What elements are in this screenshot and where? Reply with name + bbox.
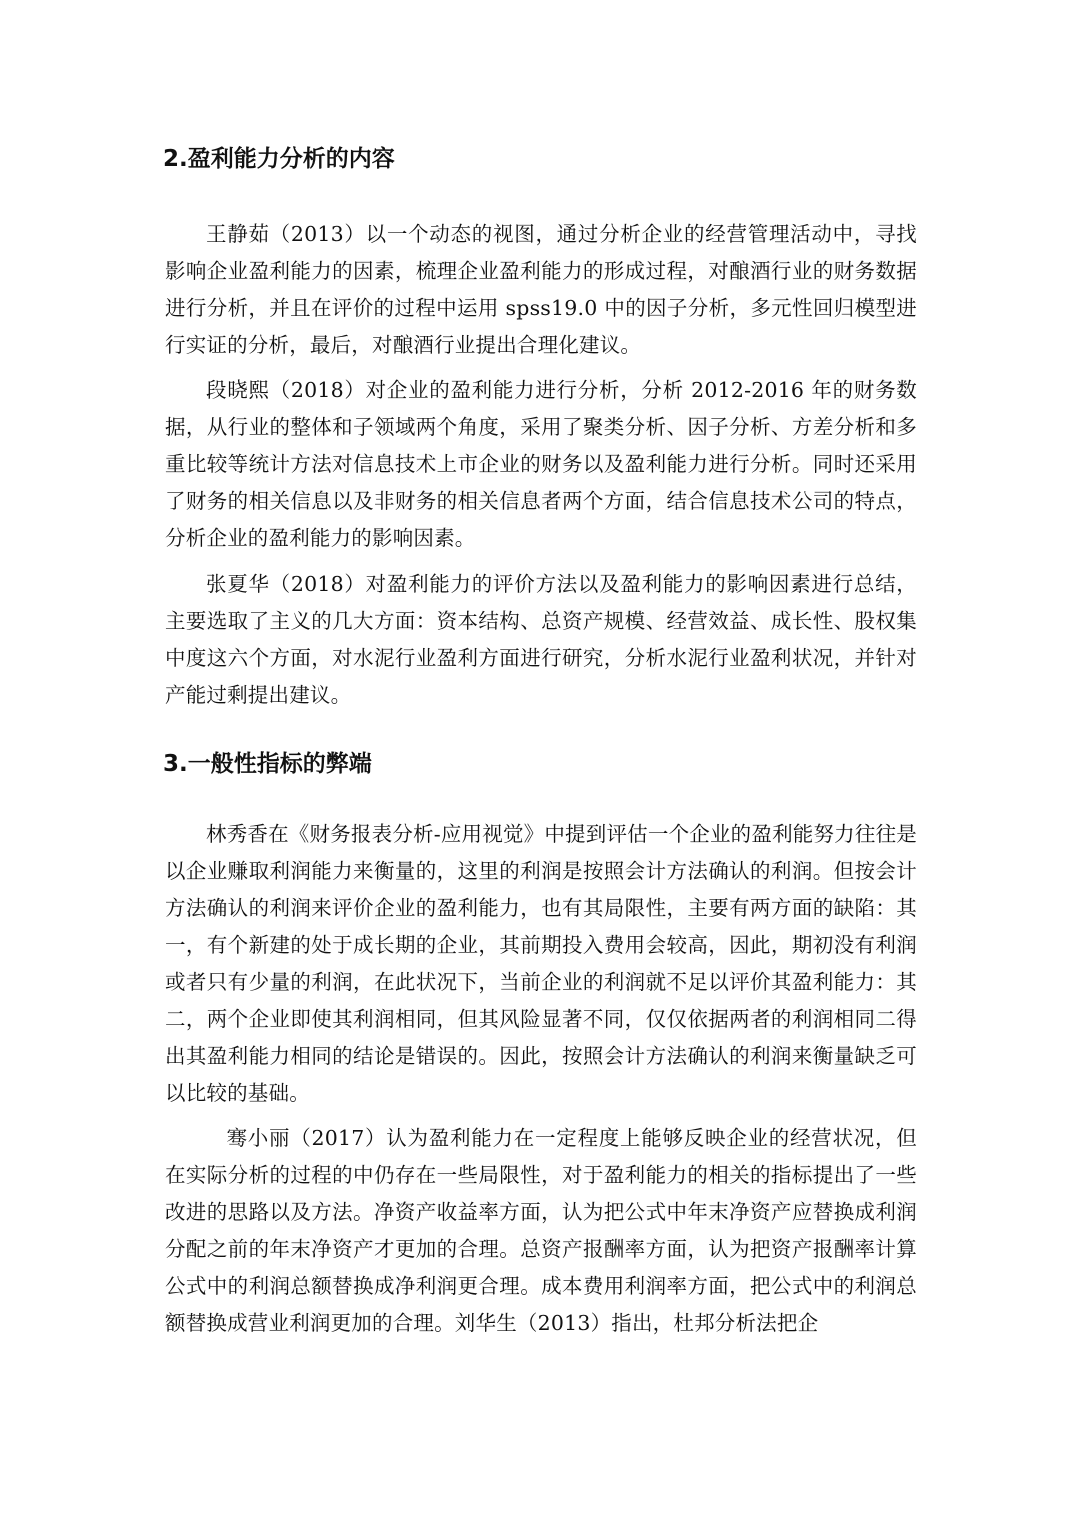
paragraph-duan-xiaoxi: 段晓熙（2018）对企业的盈利能力进行分析，分析 2012-2016 年的财务数据，从行业的整体和子领域两个角度，采用了聚类分析、因子分析、方差分析和多重比较等统计方法对信息技术上市企业的财务以及盈利能力进行分析。同时还采用了财务的相关信息以及非财务的相关信息者两个方面，结合信息技术公司的特点，分析企业的盈利能力的影响因素。 (165, 378, 917, 550)
paragraph-lin-xiuxiang: 林秀香在《财务报表分析-应用视觉》中提到评估一个企业的盈利能努力往往是以企业赚取利润能力来衡量的，这里的利润是按照会计方法确认的利润。但按会计方法确认的利润来评价企业的盈利能力，也有其局限性，主要有两方面的缺陷：其一，有个新建的处于成长期的企业，其前期投入费用会较高，因此，期初没有利润或者只有少量的利润，在此状况下，当前企业的利润就不足以评价其盈利能力：其二，两个企业即使其利润相同，但其风险显著不同，仅仅依据两者的利润相同二得出其盈利能力相同的结论是错误的。因此，按照会计方法确认的利润来衡量缺乏可以比较的基础。 (165, 822, 917, 1105)
paragraph-zhang-xiahua: 张夏华（2018）对盈利能力的评价方法以及盈利能力的影响因素进行总结，主要选取了主义的几大方面：资本结构、总资产规模、经营效益、成长性、股权集中度这六个方面，对水泥行业盈利方面进行研究，分析水泥行业盈利状况，并针对产能过剩提出建议。 (165, 572, 917, 707)
paragraph-qian-xiaoli: 骞小丽（2017）认为盈利能力在一定程度上能够反映企业的经营状况，但在实际分析的过程的中仍存在一些局限性，对于盈利能力的相关的指标提出了一些改进的思路以及方法。净资产收益率方面，认为把公式中年末净资产应替换成利润分配之前的年末净资产才更加的合理。总资产报酬率方面，认为把资产报酬率计算公式中的利润总额替换成净利润更合理。成本费用利润率方面，把公式中的利润总额替换成营业利润更加的合理。刘华生（2013）指出，杜邦分析法把企 (165, 1126, 917, 1335)
section-heading-profitability-content: 2.盈利能力分析的内容 (163, 146, 395, 172)
paragraph-wang-jingru: 王静茹（2013）以一个动态的视图，通过分析企业的经营管理活动中，寻找影响企业盈利能力的因素，梳理企业盈利能力的形成过程，对酿酒行业的财务数据进行分析，并且在评价的过程中运用 spss19.0 中的因子分析，多元性回归模型进行实证的分析，最后，对酿酒行业提出合理化建议。 (165, 222, 917, 357)
section-heading-indicator-drawbacks: 3.一般性指标的弊端 (163, 751, 372, 777)
